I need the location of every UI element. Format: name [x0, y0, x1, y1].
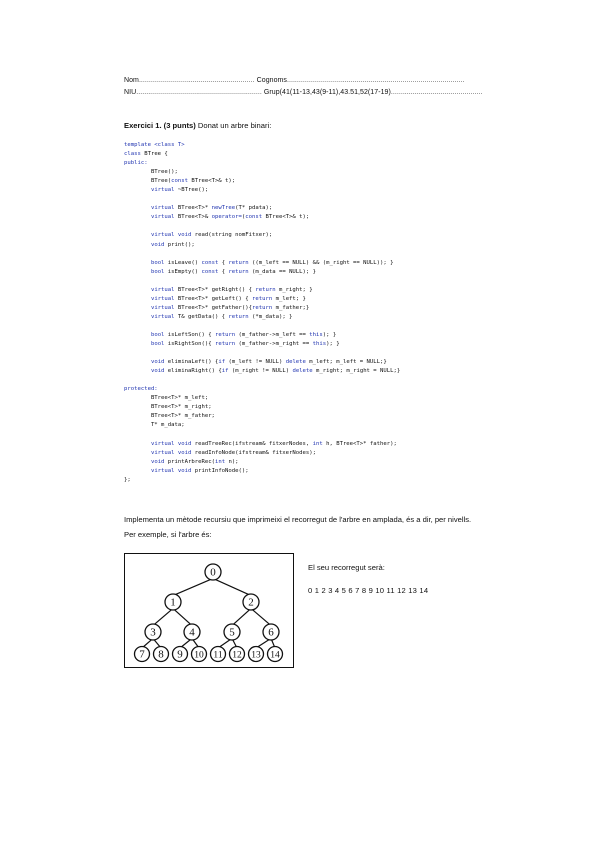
code-text: printArbreRec( [164, 458, 215, 465]
code-keyword: virtual [150, 214, 175, 221]
code-text: isLeftSon() { [164, 331, 215, 338]
code-text: m_right; } [275, 286, 313, 293]
code-text [124, 359, 151, 365]
code-keyword: template <class T> [124, 142, 185, 148]
code-keyword: return [214, 331, 236, 338]
code-keyword: delete [285, 359, 306, 366]
code-line [124, 332, 336, 338]
code-keyword: bool [150, 259, 165, 266]
code-keyword: const [201, 259, 219, 266]
code-line [124, 314, 292, 320]
code-text [124, 468, 151, 474]
code-text: BTree { [140, 151, 168, 158]
code-text [124, 459, 151, 465]
code-text [124, 242, 151, 248]
code-text: T* m_data; [124, 422, 185, 429]
code-text [124, 368, 151, 374]
code-keyword: bool [150, 341, 165, 348]
code-text: BTree<T>* m_father; [124, 413, 215, 420]
tree-node-label: 14 [270, 650, 280, 661]
code-text: BTree(); [124, 169, 178, 176]
code-text: BTree<T>* m_left; [124, 395, 209, 402]
exercise-text: Donat un arbre binari: [197, 121, 272, 130]
code-text [124, 232, 151, 238]
code-text [124, 332, 151, 338]
code-line [124, 395, 208, 401]
code-text: (*m_data); } [248, 313, 293, 320]
code-text [124, 450, 151, 456]
code-text [124, 205, 151, 211]
code-keyword: virtual void [150, 467, 192, 474]
code-text: (m_data == NULL); } [248, 268, 317, 275]
code-text: (m_father->m_right == [235, 341, 313, 348]
code-text: ); } [326, 341, 340, 348]
code-keyword: class [124, 151, 141, 158]
code-keyword: return [228, 313, 249, 320]
code-text: eliminaLeft() { [164, 359, 219, 366]
code-line [124, 260, 393, 266]
code-text [124, 287, 151, 293]
code-text [124, 187, 151, 193]
code-text [124, 214, 151, 220]
code-text [124, 296, 151, 302]
code-text: BTree<T>& t); [262, 214, 310, 221]
code-text: BTree<T>& [174, 214, 212, 221]
surname-label: Cognoms [256, 77, 287, 84]
code-text: BTree<T>* getRight() { [174, 286, 256, 293]
code-text: BTree( [124, 178, 172, 185]
code-line [124, 269, 316, 275]
code-line [124, 160, 148, 166]
niu-label: NIU [124, 89, 137, 96]
exercise-title: Exercici 1. (3 punts) [124, 121, 196, 130]
code-keyword: operator= [211, 214, 242, 221]
code-keyword: public: [124, 160, 148, 167]
code-text: (m_father->m_left == [235, 331, 310, 338]
code-keyword: bool [150, 331, 165, 338]
code-line [124, 169, 178, 175]
code-text: print(); [164, 241, 195, 248]
tree-node-label: 12 [232, 650, 242, 661]
tree-node-label: 10 [194, 650, 204, 661]
code-keyword: virtual [150, 205, 175, 212]
code-text: { [218, 259, 229, 266]
name-fill[interactable]: .......................................................... [138, 77, 255, 84]
tree-figure [124, 553, 294, 668]
tree-node-label: 5 [229, 626, 235, 639]
code-line [124, 468, 249, 474]
code-line [124, 459, 239, 465]
code-line [124, 232, 272, 238]
code-text [124, 305, 151, 311]
code-text: (m_right != NULL) [228, 368, 293, 375]
code-text: n); [225, 458, 239, 465]
code-text: T& getData() { [174, 313, 229, 320]
code-line [124, 341, 340, 347]
code-keyword: int [214, 458, 226, 465]
code-keyword: delete [292, 368, 313, 375]
code-keyword: virtual void [150, 440, 192, 447]
code-line [124, 386, 158, 392]
code-text: ( [241, 214, 246, 221]
code-line [124, 450, 316, 456]
tree-node-label: 3 [150, 626, 156, 639]
code-line [124, 178, 235, 184]
exercise-paragraph: Implementa un mètode recursiu que imprimeixi el recorregut de l'arbre en amplada, és a dir, per nivells. Per exemple, si l'arbre és: [124, 515, 472, 539]
tree-edge [251, 608, 271, 625]
tree-node-label: 8 [158, 648, 164, 661]
code-keyword: bool [150, 268, 165, 275]
code-line [124, 242, 195, 248]
code-text [124, 269, 151, 275]
code-keyword: this [309, 331, 323, 338]
tree-node-label: 6 [268, 626, 274, 639]
code-line [124, 422, 185, 428]
code-line [124, 441, 397, 447]
student-name-line [124, 77, 465, 84]
code-line [124, 477, 131, 483]
tree-diagram [125, 554, 293, 667]
code-text: BTree<T>* [174, 205, 212, 212]
code-text: read(string nomFitxer); [191, 232, 273, 239]
tree-edge [173, 578, 213, 595]
code-line [124, 368, 400, 374]
code-keyword: virtual void [150, 449, 192, 456]
code-line [124, 214, 309, 220]
tree-node-label: 1 [170, 596, 176, 609]
tree-node-label: 0 [210, 566, 216, 579]
code-text: m_right; m_right = NULL;} [312, 368, 401, 375]
code-text: BTree<T>* getLeft() { [174, 295, 252, 302]
code-keyword: virtual [150, 295, 175, 302]
code-text: readTreeRec(ifstream& fitxerNodes, [191, 440, 313, 447]
code-text: ~BTree(); [174, 187, 209, 194]
tree-edge [232, 608, 251, 625]
traversal-sequence: 0 1 2 3 4 5 6 7 8 9 10 11 12 13 14 [308, 586, 429, 595]
code-keyword: return [255, 286, 276, 293]
code-text: printInfoNode(); [191, 467, 249, 474]
code-line [124, 142, 185, 148]
code-text: eliminaRight() { [164, 368, 222, 375]
code-text: m_left; m_left = NULL;} [305, 359, 387, 366]
tree-node-label: 9 [177, 648, 183, 661]
exercise-heading [124, 121, 271, 130]
student-id-line [124, 89, 483, 96]
code-text: (T* pdata); [235, 205, 273, 212]
group-label: Grup(41(11-13,43(9-11),43.51,52(17-19) [263, 89, 391, 96]
code-line [124, 205, 272, 211]
code-keyword: if [221, 368, 229, 375]
code-keyword: virtual [150, 286, 175, 293]
code-keyword: return [252, 295, 273, 302]
code-text [124, 441, 151, 447]
traversal-label: El seu recorregut serà: [308, 563, 385, 572]
code-keyword: void [150, 241, 165, 248]
code-text: BTree<T>* m_right; [124, 404, 212, 411]
code-text: h, BTree<T>* father); [322, 440, 397, 447]
tree-node-label: 4 [189, 626, 195, 639]
code-keyword: newTree [211, 205, 236, 212]
code-text: BTree<T>* getFather(){ [174, 304, 252, 311]
code-listing [124, 141, 400, 485]
code-line [124, 151, 168, 157]
code-text: m_left; } [272, 295, 306, 302]
code-keyword: int [312, 440, 323, 447]
code-line [124, 359, 387, 365]
code-line [124, 413, 215, 419]
code-text: isRightSon(){ [164, 341, 215, 348]
code-text [124, 260, 151, 266]
group-fill[interactable]: .............................................. [390, 89, 483, 96]
code-text: isEmpty() [164, 268, 202, 275]
code-text: ); } [322, 331, 337, 338]
code-text: }; [124, 476, 131, 483]
name-label: Nom [124, 77, 139, 84]
code-text: (m_left != NULL) [225, 359, 286, 366]
code-keyword: virtual [150, 187, 175, 194]
code-keyword: virtual [150, 313, 175, 320]
code-line [124, 404, 212, 410]
code-line [124, 187, 208, 193]
code-keyword: void [150, 368, 165, 375]
code-keyword: return [228, 259, 249, 266]
code-keyword: const [171, 178, 188, 185]
code-text: ((m_left == NULL) && (m_right == NULL)); } [248, 259, 394, 266]
tree-edge [213, 578, 251, 595]
code-keyword: virtual [150, 304, 175, 311]
code-text: m_father;} [272, 304, 310, 311]
code-line [124, 296, 306, 302]
code-keyword: virtual void [150, 232, 192, 239]
code-text: readInfoNode(ifstream& fitxerNodes); [191, 449, 316, 456]
code-keyword: if [218, 359, 226, 366]
code-keyword: const [245, 214, 263, 221]
code-keyword: const [201, 268, 219, 275]
tree-node-label: 13 [251, 650, 261, 661]
surname-fill[interactable]: ......................................................................................... [286, 77, 465, 84]
code-keyword: this [312, 341, 327, 348]
niu-fill[interactable]: ............................................................... [136, 89, 262, 96]
tree-edge [153, 608, 173, 625]
tree-edge [173, 608, 192, 625]
code-keyword: return [214, 341, 236, 348]
code-keyword: void [150, 458, 165, 465]
code-text: { [218, 268, 229, 275]
code-keyword: protected: [124, 386, 158, 393]
code-text [124, 341, 151, 347]
code-keyword: return [228, 268, 249, 275]
code-keyword: void [150, 359, 165, 366]
code-line [124, 287, 313, 293]
code-text: BTree<T>& t); [188, 178, 236, 185]
code-line [124, 305, 309, 311]
code-keyword: return [252, 304, 273, 311]
tree-node-label: 11 [213, 650, 223, 661]
tree-node-label: 2 [248, 596, 254, 609]
code-text: isLeave() [164, 259, 202, 266]
tree-node-label: 7 [139, 648, 145, 661]
code-text [124, 314, 151, 320]
